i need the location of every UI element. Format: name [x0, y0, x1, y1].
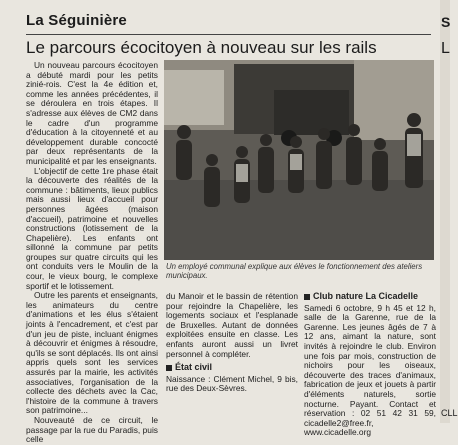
- paragraph: Un nouveau parcours écocitoyen a débuté mardi pour les petits zinié-rois. C'est la 4e édition et, comme les années précédentes, il se déroulera en trois étapes. Il s'adresse aux élèves de CM2 dans le cadre d'un programme d'éducation à la citoyenneté et au développement durable concocté par deux représentants de la municipalité et par les enseignants.: [26, 60, 158, 166]
- edge-text-mid: L: [441, 40, 450, 57]
- article-column-2: [166, 292, 298, 394]
- section-title: La Séguinière: [26, 12, 127, 29]
- club-nature-heading-label: Club nature La Cicadelle: [313, 291, 419, 301]
- paragraph: du Manoir et le bassin de rétention pour rejoindre la Chapelière, les logements sociaux et l'esplanade de Bruxelles. Autant de données exploitées ensuite en classe. Les enfants auront aussi un livret personnel à compléter.: [166, 291, 298, 359]
- top-rule: [26, 34, 431, 35]
- article-column-3: [304, 292, 436, 438]
- square-bullet-icon: [166, 365, 172, 371]
- article-headline: Le parcours écocitoyen à nouveau sur les rails: [26, 38, 377, 57]
- square-bullet-icon: [304, 294, 310, 300]
- article-photo: [164, 60, 434, 260]
- photo-caption: Un employé communal explique aux élèves le fonctionnement des ateliers municipaux.: [166, 262, 423, 280]
- paragraph: L'objectif de cette 1re phase était la découverte des réalités de la commune : bâtiments, lieux publics mais aussi lieux d'accueil pour personnes âgées (maison d'accueil), patrimoine et nouvelles constructions (lotissement de la Chapelière). Les enfants ont sillonné la commune par petits groupes sur quatre circuits qui les ont conduits vers le Moulin de la cour, le vieux bourg, le complexe sportif et le lotissement.: [26, 165, 158, 291]
- edge-text-top: S: [441, 14, 451, 30]
- photo-illustration: [164, 60, 434, 260]
- edge-text-bottom: CLL: [441, 408, 458, 418]
- paragraph: Samedi 6 octobre, 9 h 45 et 12 h, salle de la Garenne, rue de la Garenne. Les jeunes âgés de 7 à 12 ans, aimant la nature, sont invités à rejoindre le club. Environ une fois par mois, construction de nichoirs pour les oiseaux, découverte des traces d'animaux, fabrication de jeux et jouets à partir d'éléments naturels, sortie nocturne. Payant. Contact et réservation : 02 51 42 31 59, cicadelle2@free.fr, www.cicadelle.org: [304, 302, 436, 438]
- article-column-1: [26, 61, 158, 445]
- etat-civil-heading: [166, 363, 298, 373]
- adjacent-page-edge: [440, 0, 458, 423]
- club-nature-heading: [304, 292, 436, 302]
- paragraph: Nouveauté de ce circuit, le passage par la rue du Paradis, puis celle: [26, 414, 158, 445]
- paragraph: Outre les parents et enseignants, les animateurs du centre d'animations et les élus s'étaient joints à l'encadrement, et c'est par d'un jeu de piste, incluant énigmes à découvrir et énigmes à résoudre, qu'ils se sont déplacés. Ils ont ainsi appris quels sont les services assurés par la mairie, les activités associatives, l'organisation de la collecte des déchets avec la Cac, l'histoire de la commune à travers son patrimoine...: [26, 290, 158, 416]
- etat-civil-heading-label: État civil: [175, 362, 213, 373]
- paragraph: Naissance : Clément Michel, 9 bis, rue des Deux-Sèvres.: [166, 373, 298, 394]
